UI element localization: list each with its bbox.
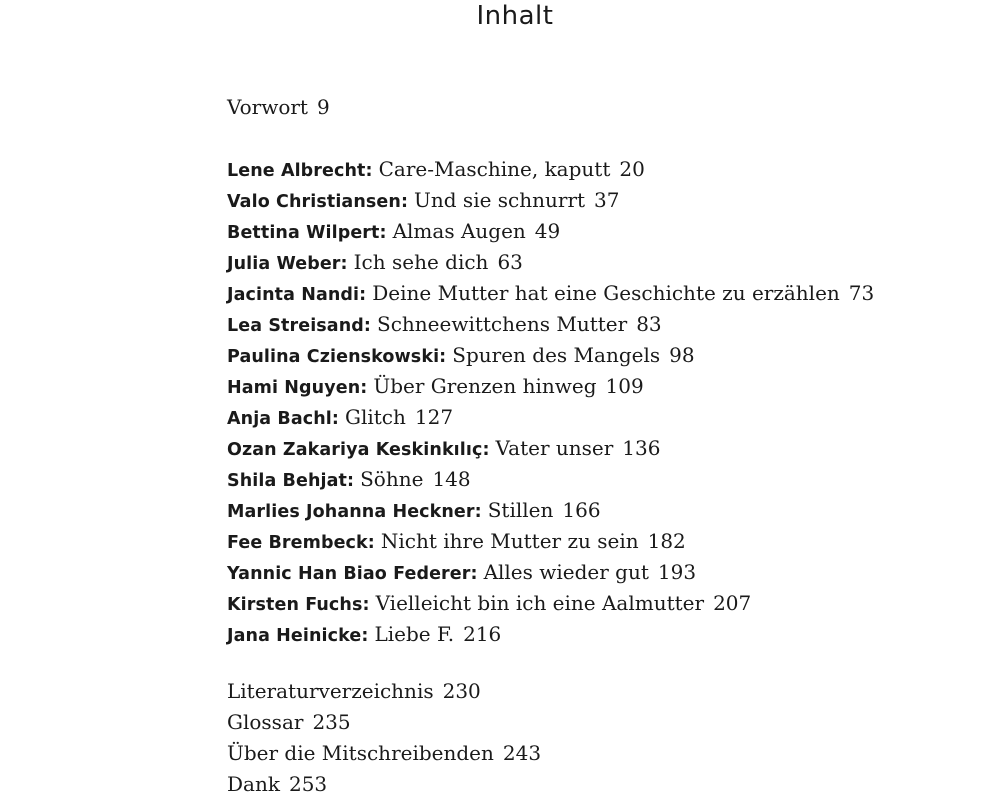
entry-page-number: 243 — [502, 741, 542, 765]
chapter-title: Vielleicht bin ich eine Aalmutter — [375, 591, 705, 615]
chapter-page-number: 109 — [605, 374, 644, 398]
toc-entry-mitschreibende[interactable] — [227, 738, 947, 769]
chapter-author: Paulina Czienskowski — [227, 347, 440, 367]
chapter-title: Stillen — [487, 498, 554, 522]
chapter-title: Alles wieder gut — [483, 560, 649, 584]
chapter-title: Ich sehe dich — [353, 250, 489, 274]
toc-entry-chapter[interactable]: Lea Streisand: Schneewittchens Mutter 83 — [227, 312, 662, 336]
toc-entry-chapter[interactable]: Julia Weber: Ich sehe dich 63 — [227, 250, 523, 274]
chapter-page-number: 182 — [647, 529, 686, 553]
toc-entry-chapter[interactable]: Jacinta Nandi: Deine Mutter hat eine Geschichte zu erzählen 73 — [227, 281, 875, 305]
entry-title: Glossar — [227, 710, 304, 734]
chapter-page-number: 136 — [622, 436, 661, 460]
entry-page-number: 235 — [312, 710, 351, 734]
toc-entry-glossar[interactable] — [227, 707, 947, 738]
toc-entry-literaturverzeichnis[interactable] — [227, 676, 947, 707]
toc-entry-chapter[interactable]: Anja Bachl: Glitch 127 — [227, 405, 454, 429]
chapter-page-number: 49 — [534, 219, 561, 243]
chapter-author: Fee Brembeck — [227, 533, 368, 553]
page-title: Inhalt — [476, 1, 554, 31]
entry-title: Über die Mitschreibenden — [227, 741, 494, 765]
chapter-author: Jacinta Nandi — [227, 285, 360, 305]
chapter-page-number: 207 — [713, 591, 752, 615]
chapter-title: Glitch — [344, 405, 406, 429]
toc-entry-chapter[interactable]: Paulina Czienskowski: Spuren des Mangels 98 — [227, 343, 695, 367]
chapter-author: Lea Streisand — [227, 316, 364, 336]
chapter-page-number: 148 — [432, 467, 471, 491]
toc-entry-chapter[interactable]: Shila Behjat: Söhne 148 — [227, 467, 471, 491]
chapter-title: Care-Maschine, kaputt — [378, 157, 611, 181]
chapter-author: Shila Behjat — [227, 471, 347, 491]
chapter-author: Bettina Wilpert — [227, 223, 380, 243]
front-matter-list — [227, 92, 947, 123]
chapter-page-number: 98 — [669, 343, 695, 367]
chapter-page-number: 73 — [848, 281, 875, 305]
chapter-page-number: 83 — [636, 312, 662, 336]
chapter-title: Vater unser — [495, 436, 614, 460]
chapter-author: Lene Albrecht — [227, 161, 366, 181]
chapter-author: Valo Christiansen — [227, 192, 401, 212]
entry-page-number: 9 — [316, 95, 330, 119]
table-of-contents — [227, 92, 947, 800]
toc-entry-dank[interactable] — [227, 769, 947, 800]
chapter-title: Über Grenzen hinweg — [373, 374, 597, 398]
entry-title: Dank — [227, 772, 280, 796]
chapter-author: Marlies Johanna Heckner — [227, 502, 475, 522]
toc-entry-chapter[interactable]: Marlies Johanna Heckner: Stillen 166 — [227, 498, 601, 522]
toc-entry-vorwort[interactable] — [227, 92, 947, 123]
entry-page-number: 230 — [442, 679, 481, 703]
chapter-title: Almas Augen — [392, 219, 526, 243]
chapter-list — [227, 154, 947, 650]
chapter-page-number: 63 — [497, 250, 523, 274]
chapter-title: Nicht ihre Mutter zu sein — [380, 529, 639, 553]
entry-page-number: 253 — [288, 772, 328, 796]
chapter-author: Yannic Han Biao Federer — [227, 564, 471, 584]
chapter-author: Anja Bachl — [227, 409, 332, 429]
toc-entry-chapter[interactable]: Jana Heinicke: Liebe F. 216 — [227, 622, 502, 646]
toc-entry-chapter[interactable]: Valo Christiansen: Und sie schnurrt 37 — [227, 188, 620, 212]
entry-title: Vorwort — [227, 95, 308, 119]
chapter-page-number: 193 — [657, 560, 697, 584]
chapter-title: Schneewittchens Mutter — [377, 312, 628, 336]
back-matter-list — [227, 676, 947, 800]
chapter-title: Spuren des Mangels — [452, 343, 661, 367]
entry-title: Literaturverzeichnis — [227, 679, 434, 703]
chapter-page-number: 166 — [562, 498, 601, 522]
chapter-title: Liebe F. — [374, 622, 455, 646]
chapter-title: Deine Mutter hat eine Geschichte zu erzählen — [372, 281, 840, 305]
toc-entry-chapter[interactable]: Kirsten Fuchs: Vielleicht bin ich eine Aalmutter 207 — [227, 591, 752, 615]
chapter-title: Und sie schnurrt — [414, 188, 586, 212]
chapter-page-number: 127 — [414, 405, 454, 429]
chapter-author: Hami Nguyen — [227, 378, 361, 398]
chapter-author: Julia Weber — [227, 254, 341, 274]
toc-entry-chapter[interactable]: Yannic Han Biao Federer: Alles wieder gut 193 — [227, 560, 697, 584]
chapter-page-number: 216 — [463, 622, 502, 646]
toc-entry-chapter[interactable]: Fee Brembeck: Nicht ihre Mutter zu sein 182 — [227, 529, 686, 553]
chapter-title: Söhne — [360, 467, 424, 491]
chapter-author: Kirsten Fuchs — [227, 595, 363, 615]
toc-entry-chapter[interactable]: Bettina Wilpert: Almas Augen 49 — [227, 219, 561, 243]
chapter-author: Jana Heinicke — [227, 626, 362, 646]
toc-entry-chapter[interactable]: Hami Nguyen: Über Grenzen hinweg 109 — [227, 374, 644, 398]
chapter-page-number: 37 — [594, 188, 620, 212]
chapter-author: Ozan Zakariya Keskinkılıç — [227, 440, 483, 460]
toc-entry-chapter[interactable]: Ozan Zakariya Keskinkılıç: Vater unser 136 — [227, 436, 661, 460]
toc-entry-chapter[interactable]: Lene Albrecht: Care-Maschine, kaputt 20 — [227, 157, 645, 181]
chapter-page-number: 20 — [619, 157, 645, 181]
